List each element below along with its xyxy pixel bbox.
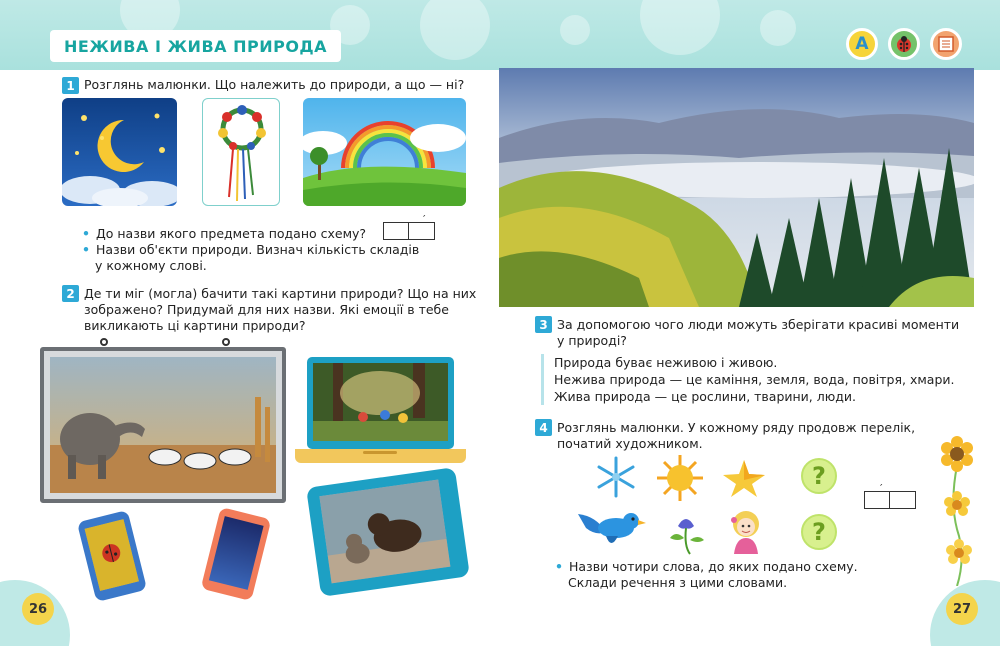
bellflower-icon [664,508,708,560]
task-4-line-1: Розглянь малюнки. У кожному ряду продовж перелік, [557,420,916,435]
task-4-line-2: початий художником. [557,436,703,451]
task-3-line-2: у природі? [557,333,627,348]
lesson-title: НЕЖИВА І ЖИВА ПРИРОДА [64,36,328,56]
hanging-hook-icon [222,338,230,346]
laptop-touchpad [363,451,397,454]
whiteboard-frame [40,347,286,503]
stress-mark-icon: ′ [880,482,883,495]
task-3-line-1: За допомогою чого люди можуть зберігати красиві моменти [557,317,960,332]
syllable-box [890,491,916,509]
rule-info-block [541,354,961,405]
star-icon [721,458,767,502]
syllable-box [864,491,890,509]
girl-icon [726,508,766,560]
syllable-box [409,222,435,240]
bird-icon [576,506,646,556]
task-4-bullet-1: Назви чотири слова, до яких подано схему. [569,559,858,574]
ladybug-icon [888,28,920,60]
task-1-text: Розглянь малюнки. Що належить до природи, а що — ні? [84,77,465,92]
task-3-number: 3 [535,316,552,333]
bullet-icon: • [82,242,90,257]
syllable-box [383,222,409,240]
hanging-hook-icon [100,338,108,346]
ladybug-phone-screen [85,519,139,591]
starry-sky-phone-screen [209,516,264,590]
reading-letter-icon [846,28,878,60]
snowflake-icon [594,455,638,503]
smartphone-orange [201,507,272,601]
rainbow-meadow-picture [303,98,466,206]
syllable-scheme-1 [383,213,435,240]
stress-mark-icon: ′ [423,213,426,226]
bullet-icon: • [555,559,563,574]
page-number-left: 26 [22,593,54,625]
task-1-number: 1 [62,77,79,94]
reading-letter: А [855,34,869,54]
forest-picnic-photo [313,363,448,441]
lesson-title-box [50,30,341,62]
task-1-bullet-2-cont: у кожному слові. [95,258,207,273]
info-line-1: Природа буває неживою і живою. [554,355,778,370]
tablet-device [306,467,470,597]
question-mark-icon: ? [801,458,837,494]
task-4-number: 4 [535,419,552,436]
task-1-bullet-2: Назви об'єкти природи. Визнач кількість складів [96,242,420,257]
bullet-icon: • [82,226,90,241]
savanna-photo [50,357,276,493]
laptop-screen [307,357,454,449]
task-4-bullet-1-cont: Склади речення з цими словами. [568,575,788,590]
info-line-2: Нежива природа — це каміння, земля, вода, повітря, хмари. [554,372,955,387]
flower-wreath-picture [202,98,280,206]
question-mark-icon: ? [801,514,837,550]
laptop-base [295,449,466,463]
puppy-kitten-photo [319,480,450,584]
sun-icon [655,453,705,507]
task-2-number: 2 [62,285,79,302]
task-2-line-2: зображено? Придумай для них назви. Які емоції в тебе [84,302,449,317]
notebook-icon [930,28,962,60]
task-2-line-3: викликають ці картини природи? [84,318,306,333]
syllable-scheme-2 [864,482,916,509]
page-number-right: 27 [946,593,978,625]
smartphone-blue [77,510,147,602]
task-2-line-1: Де ти міг (могла) бачити такі картини природи? Що на них [84,286,477,301]
mountain-landscape-photo [499,68,974,307]
task-1-bullet-1: До назви якого предмета подано схему? [96,226,367,241]
night-moon-picture [62,98,177,206]
info-line-3: Жива природа — це рослини, тварини, люди. [554,389,856,404]
sunflower-decoration-icon [935,436,979,590]
